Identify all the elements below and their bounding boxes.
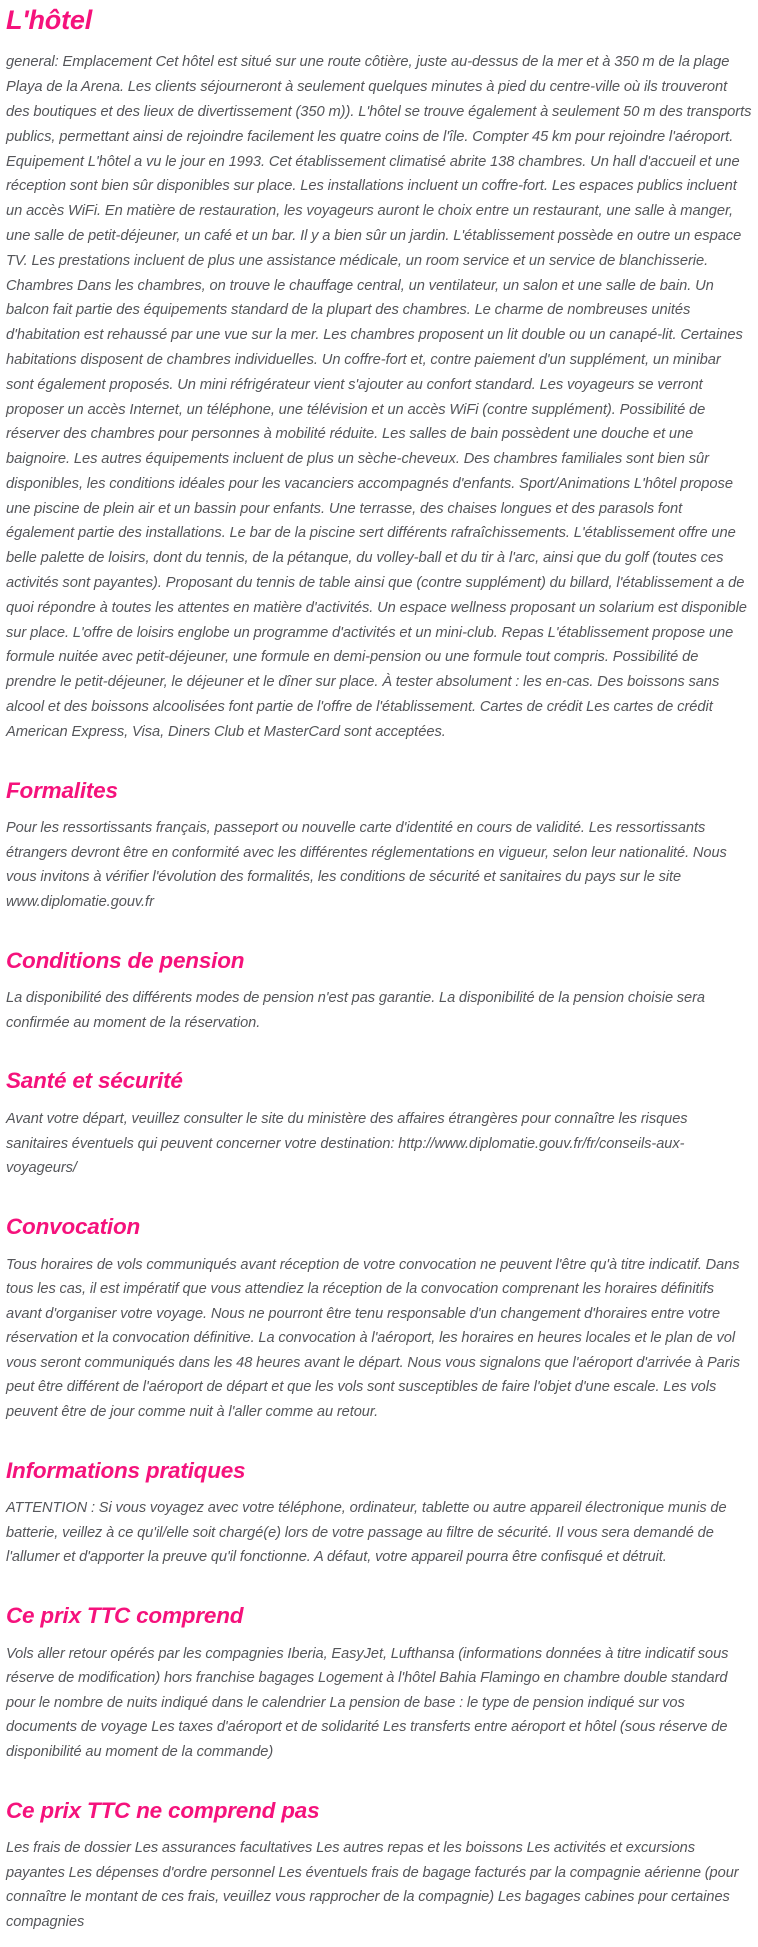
section-conditions-de-pension-body: La disponibilité des différents modes de pension n'est pas garantie. La disponibilité de la pension choisie sera confirmée au moment de la réservation. (6, 990, 705, 1031)
page-title: L'hôtel (6, 5, 93, 35)
section-ce-prix-ttc-ne-comprend-pas (6, 1799, 752, 1935)
section-title-sante-et-securite: Santé et sécurité (6, 1068, 183, 1094)
section-title-formalites: Formalites (6, 777, 118, 803)
section-convocation (6, 1215, 752, 1425)
section-ce-prix-ttc-comprend-body: Vols aller retour opérés par les compagnies Iberia, EasyJet, Lufthansa (informations données à titre indicatif sous réserve de modification) hors franchise bagages Logement à l'hôtel Bahia Flamingo en chambre double standard pour le nombre de nuits indiqué dans le calendrier La pension de base : le type de pension indiqué sur vos documents de voyage Les taxes d'aéroport et de solidarité Les transferts entre aéroport et hôtel (sous réserve de disponibilité au moment de la commande) (6, 1645, 729, 1761)
section-convocation-body: Tous horaires de vols communiqués avant réception de votre convocation ne peuvent l'être qu'à titre indicatif. Dans tous les cas, il est impératif que vous attendiez la réception de la convocation comprenant les horaires définitifs avant d'organiser votre voyage. Nous ne pourront être tenu responsable d'un changement d'horaires entre votre réservation et la convocation définitive. La convocation à l'aéroport, les horaires en heures locales et le plan de vol vous seront communiqués dans les 48 heures avant le départ. Nous vous signalons que l'aéroport d'arrivée à Paris peut être différent de l'aéroport de départ et que les vols sont susceptibles de faire l'objet d'une escale. Les vols peuvent être de jour comme nuit à l'aller comme au retour. (6, 1256, 740, 1421)
section-title-ce-prix-ttc-comprend: Ce prix TTC comprend (6, 1603, 244, 1629)
section-hotel (6, 6, 752, 745)
section-informations-pratiques (6, 1459, 752, 1570)
section-title-convocation: Convocation (6, 1213, 141, 1239)
section-ce-prix-ttc-comprend (6, 1604, 752, 1765)
section-informations-pratiques-body: ATTENTION : Si vous voyagez avec votre téléphone, ordinateur, tablette ou autre appareil électronique munis de batterie, veillez à ce qu'il/elle soit chargé(e) lors de votre passage au filtre de sécurité. Il vous sera demandé de l'allumer et d'apporter la preuve qu'il fonctionne. A défaut, votre appareil pourra être confisqué et détruit. (6, 1500, 727, 1566)
section-title-conditions-de-pension: Conditions de pension (6, 947, 245, 973)
section-ce-prix-ttc-ne-comprend-pas-body: Les frais de dossier Les assurances facultatives Les autres repas et les boissons Les activités et excursions payantes Les dépenses d'ordre personnel Les éventuels frais de bagage facturés par la compagnie aérienne (pour connaître le montant de ces frais, veuillez vous rapprocher de la compagnie) Les bagages cabines pour certaines compagnies (6, 1840, 739, 1931)
section-formalites (6, 779, 752, 915)
section-hotel-body: general: Emplacement Cet hôtel est situé sur une route côtière, juste au-dessus de la mer et à 350 m de la plage Playa de la Arena. Les clients séjourneront à seulement quelques minutes à pied du centre-ville où ils trouveront des boutiques et des lieux de divertissement (350 m)). L'hôtel se trouve également à seulement 50 m des transports publics, permettant ainsi de rejoindre facilement les quatre coins de l'île. Compter 45 km pour rejoindre l'aéroport. Equipement L'hôtel a vu le jour en 1993. Cet établissement climatisé abrite 138 chambres. Un hall d'accueil et une réception sont bien sûr disponibles sur place. Les installations incluent un coffre-fort. Les espaces publics incluent un accès WiFi. En matière de restauration, les voyageurs auront le choix entre un restaurant, une salle à manger, une salle de petit-déjeuner, un café et un bar. Il y a bien sûr un jardin. L'établissement possède en outre un espace TV. Les prestations incluent de plus une assistance médicale, un room service et un service de blanchisserie. Chambres Dans les chambres, on trouve le chauffage central, un ventilateur, un salon et une salle de bain. Un balcon fait partie des équipements standard de la plupart des chambres. Le charme de nombreuses unités d'habitation est rehaussé par une vue sur la mer. Les chambres proposent un lit double ou un canapé-lit. Certaines habitations disposent de chambres individuelles. Un coffre-fort et, contre paiement d'un supplément, un minibar sont également proposés. Un mini réfrigérateur vient s'ajouter au confort standard. Les voyageurs se verront proposer un accès Internet, un téléphone, une télévision et un accès WiFi (contre supplément). Possibilité de réserver des chambres pour personnes à mobilité réduite. Les salles de bain possèdent une douche et une baignoire. Les autres équipements incluent de plus un sèche-cheveux. Des chambres familiales sont bien sûr disponibles, les conditions idéales pour les vacanciers accompagnés d'enfants. Sport/Animations L'hôtel propose une piscine de plein air et un bassin pour enfants. Une terrasse, des chaises longues et des parasols font également partie des installations. Le bar de la piscine sert différents rafraîchissements. L'établissement offre une belle palette de loisirs, dont du tennis, de la pétanque, du volley-ball et du tir à l'arc, ainsi que du golf (toutes ces activités sont payantes). Proposant du tennis de table ainsi que (contre supplément) du billard, l'établissement a de quoi répondre à toutes les attentes en matière d'activités. Un espace wellness proposant un solarium est disponible sur place. L'offre de loisirs englobe un programme d'activités et un mini-club. Repas L'établissement propose une formule nuitée avec petit-déjeuner, une formule en demi-pension ou une formule tout compris. Possibilité de prendre le petit-déjeuner, le déjeuner et le dîner sur place. À tester absolument : les en-cas. Des boissons sans alcool et des boissons alcoolisées font partie de l'offre de l'établissement. Cartes de crédit Les cartes de crédit American Express, Visa, Diners Club et MasterCard sont acceptées. (6, 54, 752, 740)
section-conditions-de-pension (6, 949, 752, 1036)
section-title-informations-pratiques: Informations pratiques (6, 1457, 246, 1483)
section-formalites-body: Pour les ressortissants français, passeport ou nouvelle carte d'identité en cours de validité. Les ressortissants étrangers devront être en conformité avec les différentes réglementations en vigueur, selon leur nationalité. Nous vous invitons à vérifier l'évolution des formalités, les conditions de sécurité et sanitaires du pays sur le site www.diplomatie.gouv.fr (6, 820, 727, 911)
section-sante-et-securite-body: Avant votre départ, veuillez consulter le site du ministère des affaires étrangères pour connaître les risques sanitaires éventuels qui peuvent concerner votre destination: http://www.diplomatie.gouv.fr/fr/conseils-aux-voyageurs/ (6, 1111, 688, 1177)
section-sante-et-securite (6, 1069, 752, 1180)
section-title-ce-prix-ttc-ne-comprend-pas: Ce prix TTC ne comprend pas (6, 1797, 320, 1823)
